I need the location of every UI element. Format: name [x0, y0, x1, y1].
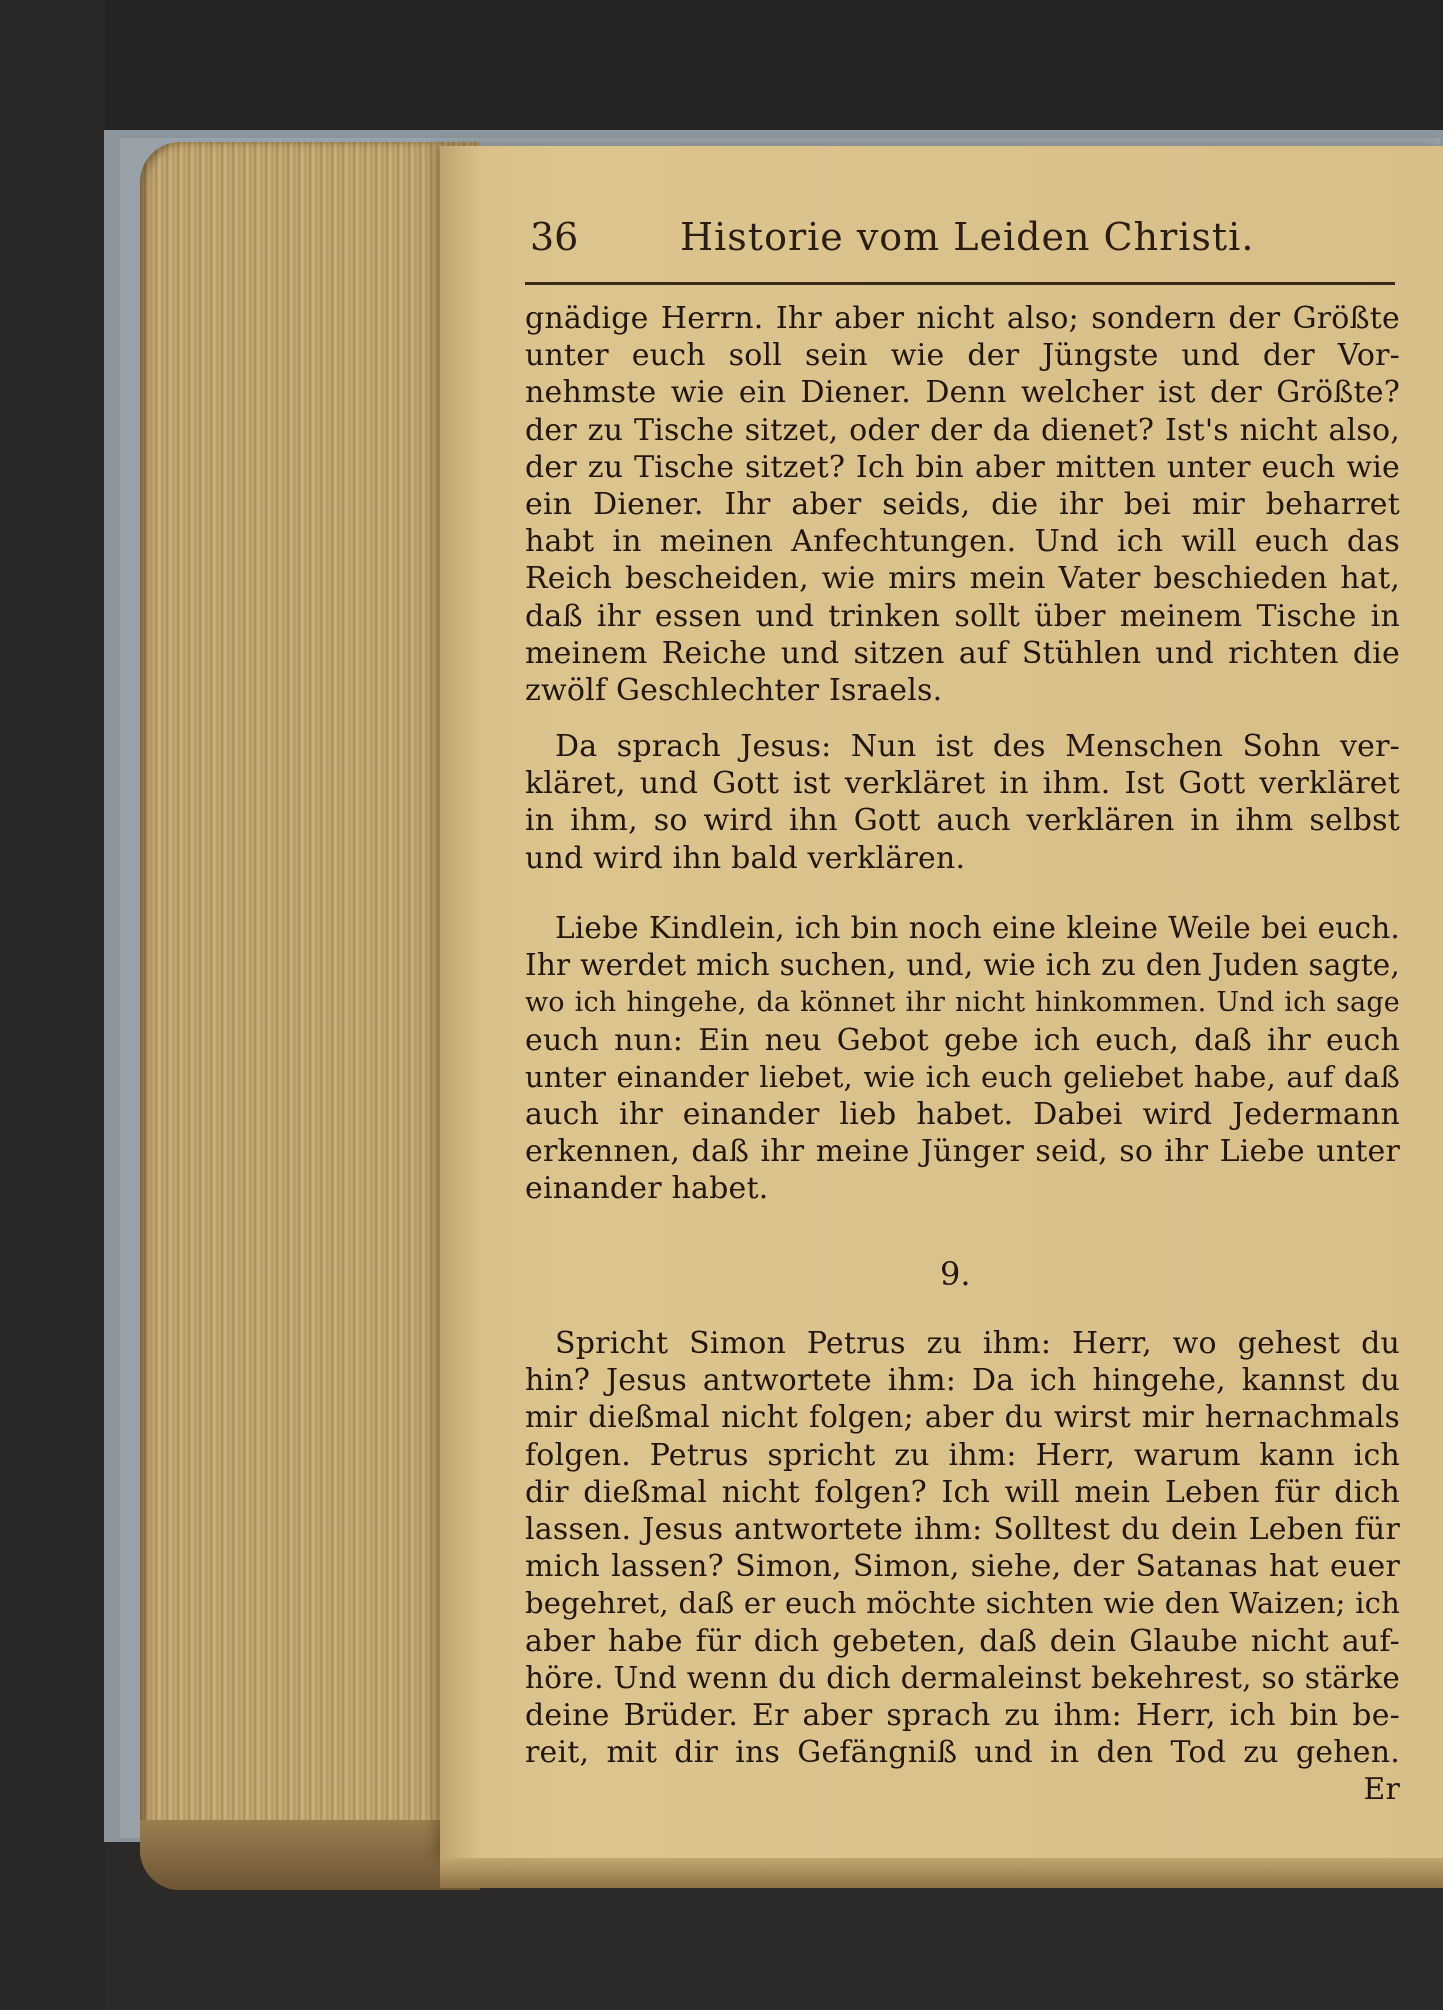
text-line: und wird ihn bald verklären. — [525, 840, 966, 876]
backdrop-left — [0, 0, 105, 2010]
paragraph-3 — [525, 910, 1400, 1208]
text-line: höre. Und wenn du dich dermaleinst bekehrest, so stärke — [525, 1660, 1400, 1695]
section-number: 9. — [940, 1255, 971, 1293]
text-line: mir dießmal nicht folgen; aber du wirst mir hernachmals — [525, 1400, 1400, 1435]
text-line: euch nun: Ein neu Gebot gebe ich euch, daß ihr euch — [525, 1022, 1400, 1058]
text-line: lassen. Jesus antwortete ihm: Solltest du dein Leben für — [525, 1511, 1400, 1547]
text-line: kläret, und Gott ist verkläret in ihm. Ist Gott verkläret — [525, 766, 1400, 802]
page-block-bottom — [140, 1820, 480, 1890]
text-line: reit, mit dir ins Gefängniß und in den Tod zu gehen. — [525, 1735, 1400, 1771]
text-line: unter euch soll sein wie der Jüngste und der Vor- — [525, 338, 1400, 374]
text-line: Liebe Kindlein, ich bin noch eine kleine Weile bei euch. — [555, 911, 1400, 945]
text-line: Reich bescheiden, wie mirs mein Vater beschieden hat, — [525, 561, 1400, 597]
running-title: Historie vom Leiden Christi. — [680, 215, 1255, 259]
text-line: Da sprach Jesus: Nun ist des Menschen Sohn ver- — [555, 729, 1400, 764]
text-line: der zu Tische sitzet, oder der da dienet? Ist's nicht also, — [525, 412, 1400, 448]
text-line: begehret, daß er euch möchte sichten wie den Waizen; ich — [525, 1586, 1400, 1621]
text-line: wo ich hingehe, da könnet ihr nicht hinkommen. Und ich sage — [525, 987, 1400, 1019]
text-line: unter einander liebet, wie ich euch geliebet habe, auf daß — [525, 1059, 1400, 1094]
text-line: hin? Jesus antwortete ihm: Da ich hingehe, kannst du — [525, 1363, 1400, 1399]
paragraph-1 — [525, 300, 1400, 709]
text-line: in ihm, so wird ihn Gott auch verklären in ihm selbst — [525, 803, 1400, 839]
text-line: Ihr werdet mich suchen, und, wie ich zu den Juden sagte, — [525, 948, 1400, 983]
text-line: dir dießmal nicht folgen? Ich will mein Leben für dich — [525, 1474, 1400, 1510]
text-line: folgen. Petrus spricht zu ihm: Herr, warum kann ich — [525, 1437, 1400, 1473]
text-line: zwölf Geschlechter Israels. — [525, 672, 943, 708]
text-line: auch ihr einander lieb habet. Dabei wird Jedermann — [525, 1096, 1400, 1132]
text-line: nehmste wie ein Diener. Denn welcher ist der Größte? — [525, 375, 1400, 411]
text-line: meinem Reiche und sitzen auf Stühlen und richten die — [525, 635, 1400, 671]
text-line: gnädige Herrn. Ihr aber nicht also; sondern der Größte — [525, 301, 1400, 336]
backdrop-top — [0, 0, 1443, 130]
header-rule — [525, 282, 1395, 285]
paragraph-2 — [525, 728, 1400, 877]
text-line: erkennen, daß ihr meine Jünger seid, so ihr Liebe unter — [525, 1134, 1400, 1170]
text-line: mich lassen? Simon, Simon, siehe, der Satanas hat euer — [525, 1549, 1400, 1585]
text-line: aber habe für dich gebeten, daß dein Glaube nicht auf- — [525, 1623, 1400, 1659]
text-line: daß ihr essen und trinken sollt über meinem Tische in — [525, 598, 1400, 634]
page-header — [530, 215, 1390, 285]
catchword: Er — [1363, 1772, 1400, 1808]
text-line: deine Brüder. Er aber sprach zu ihm: Herr, ich bin be- — [525, 1697, 1400, 1733]
page-number: 36 — [530, 215, 579, 259]
text-line: der zu Tische sitzet? Ich bin aber mitten unter euch wie — [525, 449, 1400, 485]
text-line: einander habet. — [525, 1171, 769, 1207]
text-line: Spricht Simon Petrus zu ihm: Herr, wo gehest du — [555, 1326, 1400, 1361]
page-block-edges — [140, 142, 480, 1890]
text-line: habt in meinen Anfechtungen. Und ich will euch das — [525, 524, 1400, 560]
paragraph-4 — [525, 1325, 1400, 1808]
book-page-bottom-edge — [440, 1858, 1443, 1888]
text-line: ein Diener. Ihr aber seids, die ihr bei mir beharret — [525, 486, 1400, 522]
